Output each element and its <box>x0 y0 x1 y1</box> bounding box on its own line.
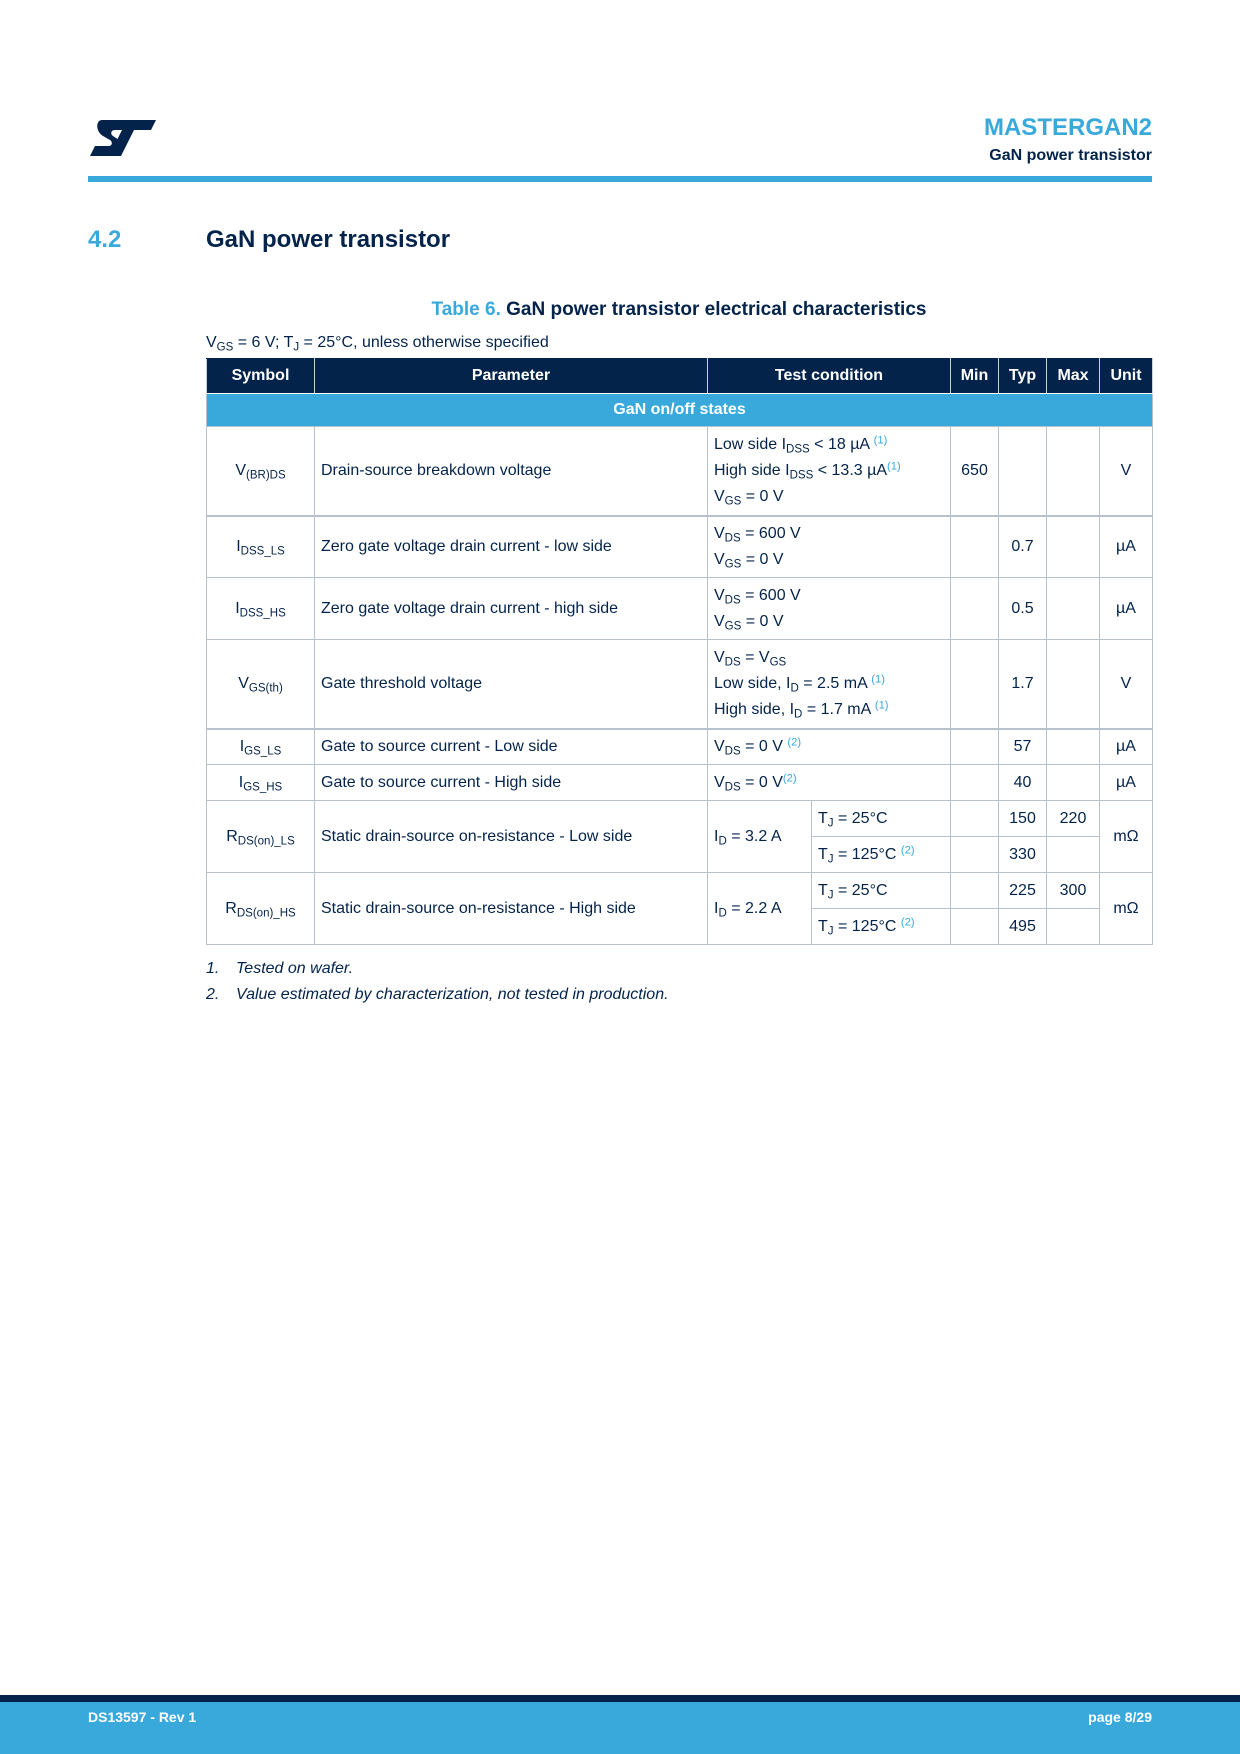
parameter-cell: Drain-source breakdown voltage <box>315 427 708 516</box>
product-name: MASTERGAN2 <box>983 114 1152 141</box>
electrical-characteristics-table <box>206 358 1153 945</box>
table-caption-label: Table 6. <box>431 299 501 320</box>
min-cell <box>951 765 999 801</box>
document-id: DS13597 - Rev 1 <box>88 1709 197 1725</box>
typ-cell: 1.7 <box>999 640 1047 729</box>
test-condition-cell: $V_{DS} = 600$ V $V_{GS} = 0$ V <box>708 578 951 640</box>
temperature-cell: $T_J = 125^\circ C$ $^{(2)}$ <box>812 909 951 945</box>
footnote: 1. Tested on wafer. <box>206 960 354 977</box>
max-cell <box>1047 765 1100 801</box>
unit-cell: µA <box>1100 578 1153 640</box>
table-row <box>207 873 1153 909</box>
typ-cell: 225 <box>999 873 1047 909</box>
symbol-cell: $I_{GS\_HS}$ <box>207 765 315 801</box>
min-cell <box>951 801 999 837</box>
test-condition-cell: $V_{DS} = 0$ V $^{(2)}$ <box>708 729 951 765</box>
unit-cell: V <box>1100 640 1153 729</box>
table-row <box>207 729 1153 765</box>
typ-cell: 330 <box>999 837 1047 873</box>
parameter-cell: Gate to source current - High side <box>315 765 708 801</box>
max-cell <box>1047 909 1100 945</box>
test-conditions-note: $V_{GS} = 6$ V; $T_J = 25^\circ C$, unless otherwise specified <box>206 334 549 354</box>
parameter-cell: Static drain-source on-resistance - Low side <box>315 801 708 873</box>
test-condition-cell: Low side $I_{DSS} < 18$ µA $^{(1)}$ High side $I_{DSS} < 13.3$ µA$^{(1)}$ $V_{GS} = 0$ V <box>708 427 951 516</box>
min-cell <box>951 873 999 909</box>
table-row <box>207 765 1153 801</box>
max-cell <box>1047 427 1100 516</box>
test-condition-cell: $V_{DS} = 600$ V $V_{GS} = 0$ V <box>708 516 951 578</box>
table-caption <box>206 299 1152 321</box>
unit-cell: V <box>1100 427 1153 516</box>
col-header-typ: Typ <box>999 359 1047 394</box>
drain-current-cell: $I_D = 3.2$ A <box>708 801 812 873</box>
typ-cell: 0.7 <box>999 516 1047 578</box>
table-row <box>207 516 1153 578</box>
col-header-min: Min <box>951 359 999 394</box>
min-cell <box>951 578 999 640</box>
page-number: page 8/29 <box>1088 1709 1152 1725</box>
group-row <box>207 394 1153 427</box>
table-row <box>207 427 1153 516</box>
parameter-cell: Static drain-source on-resistance - High side <box>315 873 708 945</box>
unit-cell: µA <box>1100 516 1153 578</box>
unit-cell: µA <box>1100 729 1153 765</box>
temperature-cell: $T_J = 125^\circ C$ $^{(2)}$ <box>812 837 951 873</box>
footer-rule <box>0 1695 1240 1702</box>
unit-cell: µA <box>1100 765 1153 801</box>
st-logo <box>88 118 158 158</box>
min-cell <box>951 640 999 729</box>
symbol-cell: $V_{GS(th)}$ <box>207 640 315 729</box>
symbol-cell: $V_{(BR)DS}$ <box>207 427 315 516</box>
footnote: 2. Value estimated by characterization, not tested in production. <box>206 986 669 1003</box>
typ-cell: 495 <box>999 909 1047 945</box>
parameter-cell: Zero gate voltage drain current - low side <box>315 516 708 578</box>
section-number: 4.2 <box>88 226 122 253</box>
max-cell <box>1047 516 1100 578</box>
parameter-cell: Zero gate voltage drain current - high side <box>315 578 708 640</box>
col-header-unit: Unit <box>1100 359 1153 394</box>
symbol-cell: $I_{DSS\_HS}$ <box>207 578 315 640</box>
min-cell <box>951 909 999 945</box>
min-cell: 650 <box>951 427 999 516</box>
unit-cell: mΩ <box>1100 873 1153 945</box>
col-header-symbol: Symbol <box>207 359 315 394</box>
parameter-cell: Gate threshold voltage <box>315 640 708 729</box>
test-condition-cell: $V_{DS} = V_{GS}$ Low side, $I_D = 2.5$ mA $^{(1)}$ High side, $I_D = 1.7$ mA $^{(1)}$ <box>708 640 951 729</box>
max-cell <box>1047 640 1100 729</box>
max-cell: 300 <box>1047 873 1100 909</box>
min-cell <box>951 516 999 578</box>
symbol-cell: $I_{GS\_LS}$ <box>207 729 315 765</box>
max-cell: 220 <box>1047 801 1100 837</box>
temperature-cell: $T_J = 25^\circ C$ <box>812 873 951 909</box>
temperature-cell: $T_J = 25^\circ C$ <box>812 801 951 837</box>
col-header-max: Max <box>1047 359 1100 394</box>
table-row <box>207 801 1153 837</box>
col-header-parameter: Parameter <box>315 359 708 394</box>
max-cell <box>1047 578 1100 640</box>
section-title: GaN power transistor <box>206 226 451 253</box>
min-cell <box>951 837 999 873</box>
col-header-test-condition: Test condition <box>708 359 951 394</box>
symbol-cell: $I_{DSS\_LS}$ <box>207 516 315 578</box>
test-condition-cell: $V_{DS} = 0$ V$^{(2)}$ <box>708 765 951 801</box>
typ-cell: 0.5 <box>999 578 1047 640</box>
table-row <box>207 578 1153 640</box>
typ-cell <box>999 427 1047 516</box>
table-footnotes <box>206 956 669 1008</box>
typ-cell: 40 <box>999 765 1047 801</box>
symbol-cell: $R_{DS(on)\_LS}$ <box>207 801 315 873</box>
group-label: GaN on/off states <box>207 394 1153 427</box>
table-row <box>207 640 1153 729</box>
drain-current-cell: $I_D = 2.2$ A <box>708 873 812 945</box>
table-caption-title: GaN power transistor electrical characteristics <box>506 299 927 320</box>
unit-cell: mΩ <box>1100 801 1153 873</box>
min-cell <box>951 729 999 765</box>
max-cell <box>1047 837 1100 873</box>
max-cell <box>1047 729 1100 765</box>
table-header-row <box>207 359 1153 394</box>
header-subtitle: GaN power transistor <box>989 147 1152 164</box>
typ-cell: 150 <box>999 801 1047 837</box>
parameter-cell: Gate to source current - Low side <box>315 729 708 765</box>
typ-cell: 57 <box>999 729 1047 765</box>
header-rule <box>88 176 1152 182</box>
symbol-cell: $R_{DS(on)\_HS}$ <box>207 873 315 945</box>
